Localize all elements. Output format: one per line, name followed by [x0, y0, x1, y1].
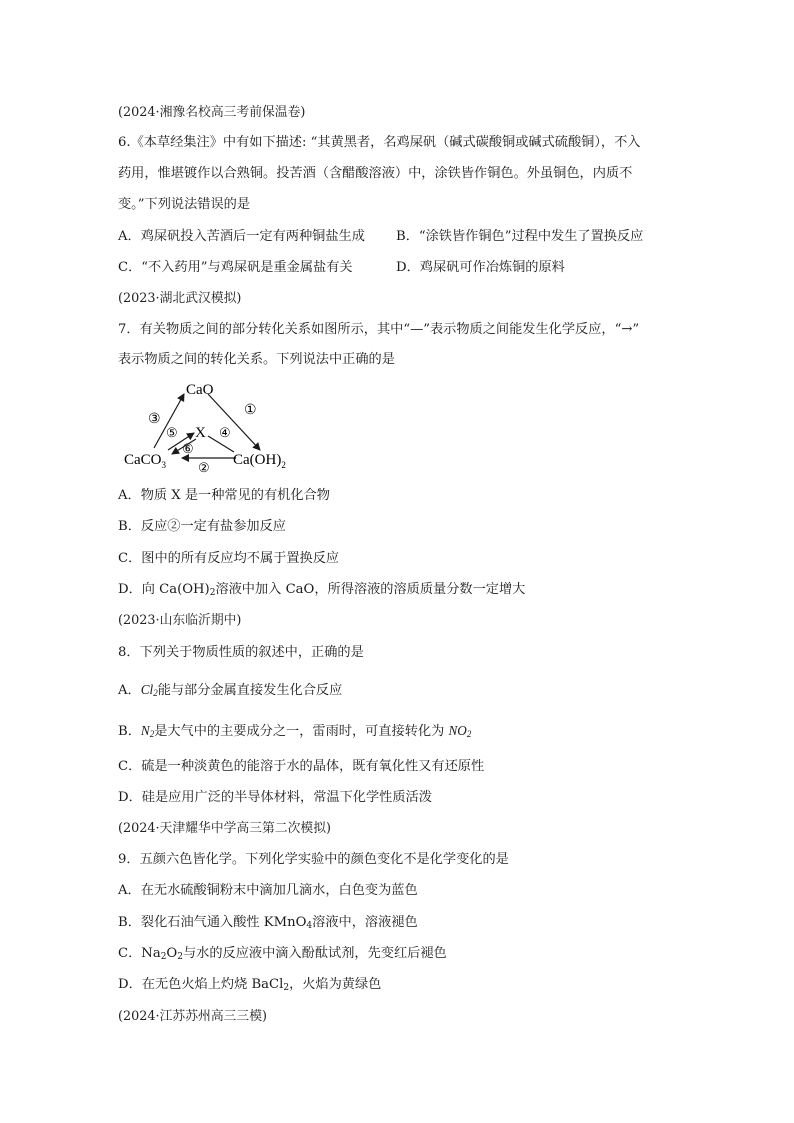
q8-stem: 8．下列关于物质性质的叙述中，正确的是 [118, 645, 364, 660]
q6-stem-line2: 药用，惟堪镀作以合熟铜。投苦酒（含醋酸溶液）中，涂铁皆作铜色。外虽铜色，内质不 [118, 166, 633, 181]
num-6: ⑥ [182, 441, 194, 456]
q7-option-c: C．图中的所有反应均不属于置换反应 [118, 551, 340, 566]
num-4: ④ [219, 425, 231, 440]
q7-option-a: A．物质 X 是一种常见的有机化合物 [118, 488, 330, 503]
q6-stem-line3: 变。”下列说法错误的是 [118, 197, 251, 212]
q8-option-c: C．硫是一种淡黄色的能溶于水的晶体，既有氧化性又有还原性 [118, 759, 485, 774]
label-x: X [195, 425, 206, 441]
q6-options-row2 [118, 258, 565, 278]
q6-option-a: A．鸡屎矾投入苦酒后一定有两种铜盐生成 [118, 229, 365, 244]
q8-option-d: D．硅是应用广泛的半导体材料，常温下化学性质活泼 [118, 790, 432, 805]
q7-stem-line1: 7．有关物质之间的部分转化关系如图所示，其中“—”表示物质之间能发生化学反应，“→” [118, 322, 640, 337]
q9-option-a: A．在无水硫酸铜粉末中滴加几滴水，白色变为蓝色 [118, 883, 418, 898]
num-1: ① [244, 403, 257, 418]
num-2: ② [198, 460, 210, 474]
q8-option-b: B．$N_2$是大气中的主要成分之一，雷雨时，可直接转化为 $NO_2$ [118, 723, 472, 739]
q9-stem: 9．五颜六色皆化学。下列化学实验中的颜色变化不是化学变化的是 [118, 852, 509, 867]
q6-option-b: B．“涂铁皆作铜色”过程中发生了置换反应 [396, 229, 644, 244]
q9-option-c: C．$Na_2O_2$与水的反应液中滴入酚酞试剂，先变红后褪色 [118, 946, 447, 962]
q6-stem-line1: 6.《本草经集注》中有如下描述: “其黄黑者，名鸡屎矾（碱式碳酸铜或碱式硫酸铜），不入 [118, 135, 641, 150]
label-caoh2: $Ca(OH)_2$ [233, 452, 286, 470]
q6-option-c: C．“不入药用”与鸡屎矾是重金属盐有关 [118, 260, 353, 275]
q7-stem-line2: 表示物质之间的转化关系。下列说法中正确的是 [118, 352, 395, 367]
q6-option-d: D．鸡屎矾可作冶炼铜的原料 [396, 260, 565, 275]
q7-option-b: B．反应②一定有盐参加反应 [118, 519, 286, 534]
source-note: (2024·天津耀华中学高三第二次模拟) [118, 821, 331, 836]
num-5: ⑤ [166, 425, 178, 440]
q7-conversion-diagram [118, 374, 308, 474]
q9-option-d: D．在无色火焰上灼烧 BaCl$_2$，火焰为黄绿色 [118, 977, 382, 993]
q6-options-row1 [118, 227, 644, 247]
label-cao: CaO [186, 382, 214, 398]
source-note: (2024·江苏苏州高三三模) [118, 1009, 267, 1024]
num-3: ③ [148, 412, 161, 427]
source-note: (2023·山东临沂期中) [118, 613, 242, 628]
q9-option-b: B．裂化石油气通入酸性 KMnO$_4$溶液中，溶液褪色 [118, 915, 418, 931]
q8-option-a: A．$Cl_2$能与部分金属直接发生化合反应 [118, 682, 343, 698]
label-caco3: CaCO$_3$ [124, 452, 166, 470]
q7-option-d: D．向 $Ca(OH)_2$溶液中加入 CaO，所得溶液的溶质质量分数一定增大 [118, 582, 526, 598]
source-note: (2024·湘豫名校高三考前保温卷) [118, 105, 306, 120]
source-note: (2023·湖北武汉模拟) [118, 291, 242, 306]
